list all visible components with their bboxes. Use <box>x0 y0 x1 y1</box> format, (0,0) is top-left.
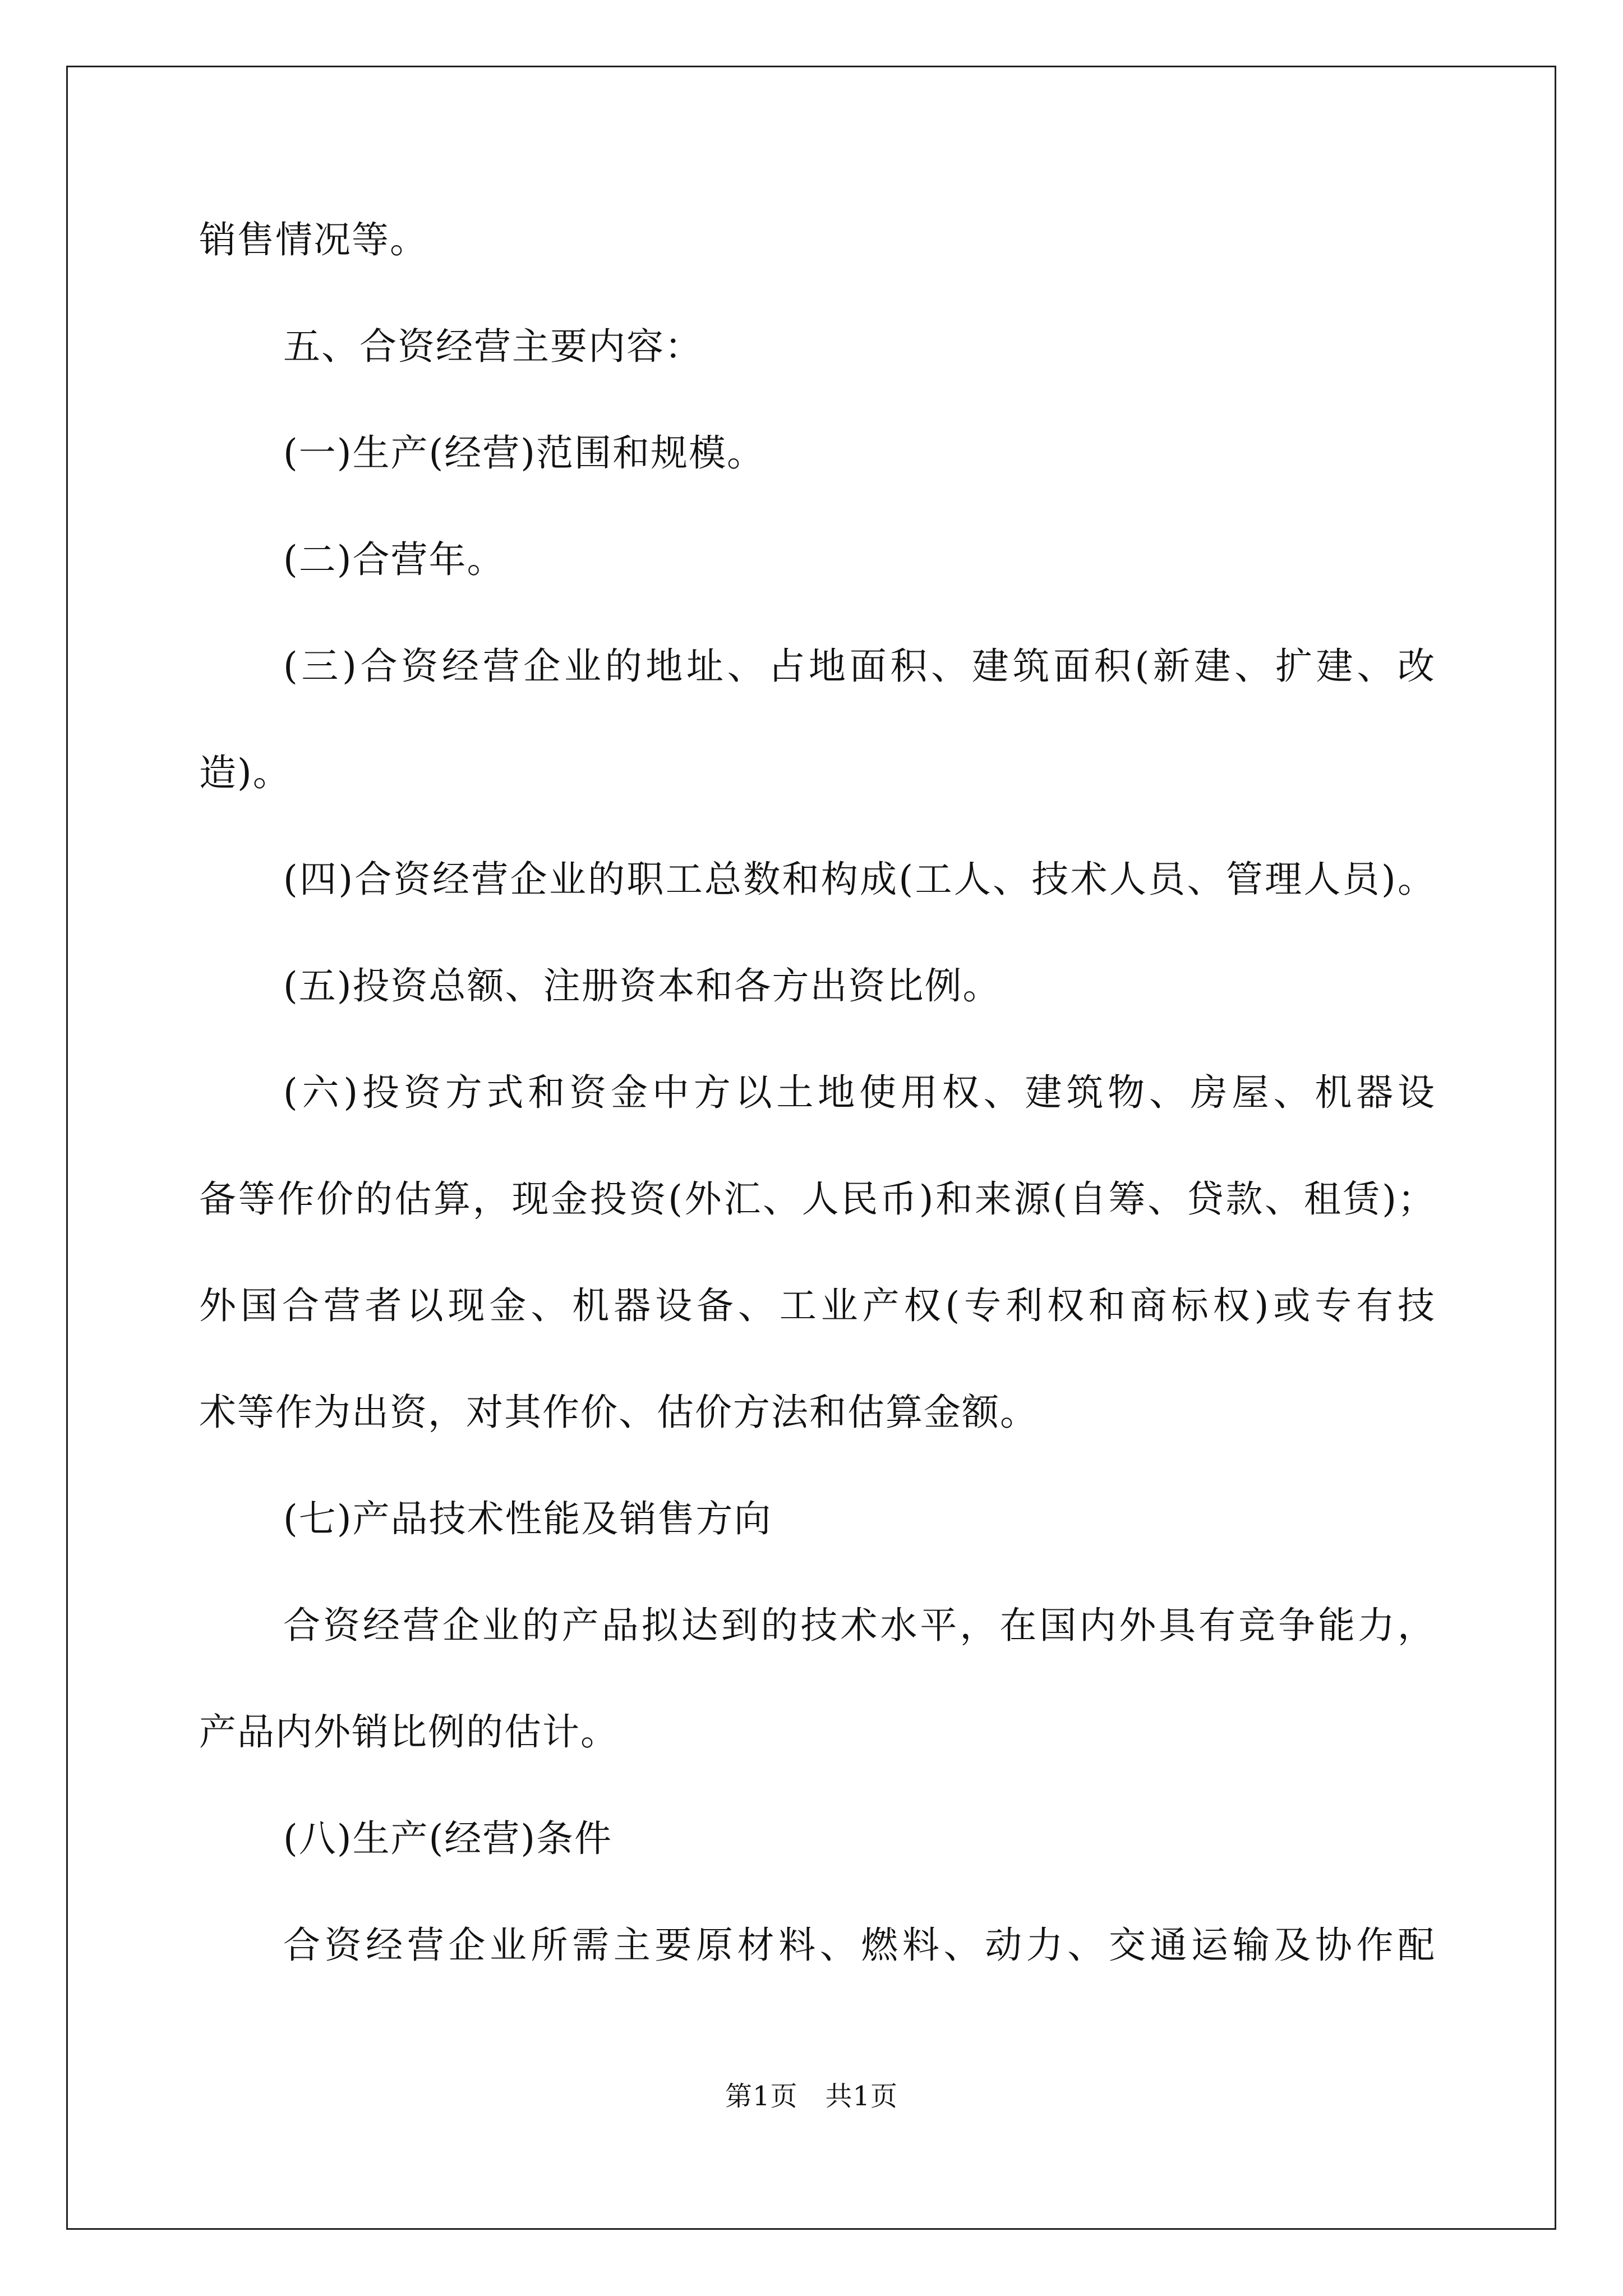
text-line: (六)投资方式和资金中方以土地使用权、建筑物、房屋、机器设 <box>283 1071 1436 1114</box>
text-line: 造)。 <box>199 751 291 794</box>
text-line: 备等作价的估算，现金投资(外汇、人民币)和来源(自筹、贷款、租赁)； <box>199 1177 1436 1221</box>
text-line: (三)合资经营企业的地址、占地面积、建筑面积(新建、扩建、改 <box>283 645 1436 688</box>
text-line: (一)生产(经营)范围和规模。 <box>283 431 765 475</box>
text-line: (二)合营年。 <box>283 538 505 581</box>
text-line: 合资经营企业的产品拟达到的技术水平，在国内外具有竞争能力， <box>283 1604 1436 1647</box>
text-line: (八)生产(经营)条件 <box>283 1817 612 1860</box>
text-line: (七)产品技术性能及销售方向 <box>283 1497 772 1540</box>
text-line: 产品内外销比例的估计。 <box>199 1710 619 1754</box>
text-line: 术等作为出资，对其作价、估价方法和估算金额。 <box>199 1391 1038 1434</box>
text-line: (四)合资经营企业的职工总数和构成(工人、技术人员、管理人员)。 <box>283 858 1436 901</box>
text-line: 销售情况等。 <box>199 218 428 261</box>
text-line: 合资经营企业所需主要原材料、燃料、动力、交通运输及协作配 <box>283 1924 1436 1967</box>
text-line: 外国合营者以现金、机器设备、工业产权(专利权和商标权)或专有技 <box>199 1284 1436 1327</box>
page-border <box>66 66 1556 2230</box>
section-heading: 五、合资经营主要内容： <box>283 325 703 368</box>
text-line: (五)投资总额、注册资本和各方出资比例。 <box>283 964 1001 1007</box>
page-number: 第1页 共1页 <box>725 2081 898 2112</box>
